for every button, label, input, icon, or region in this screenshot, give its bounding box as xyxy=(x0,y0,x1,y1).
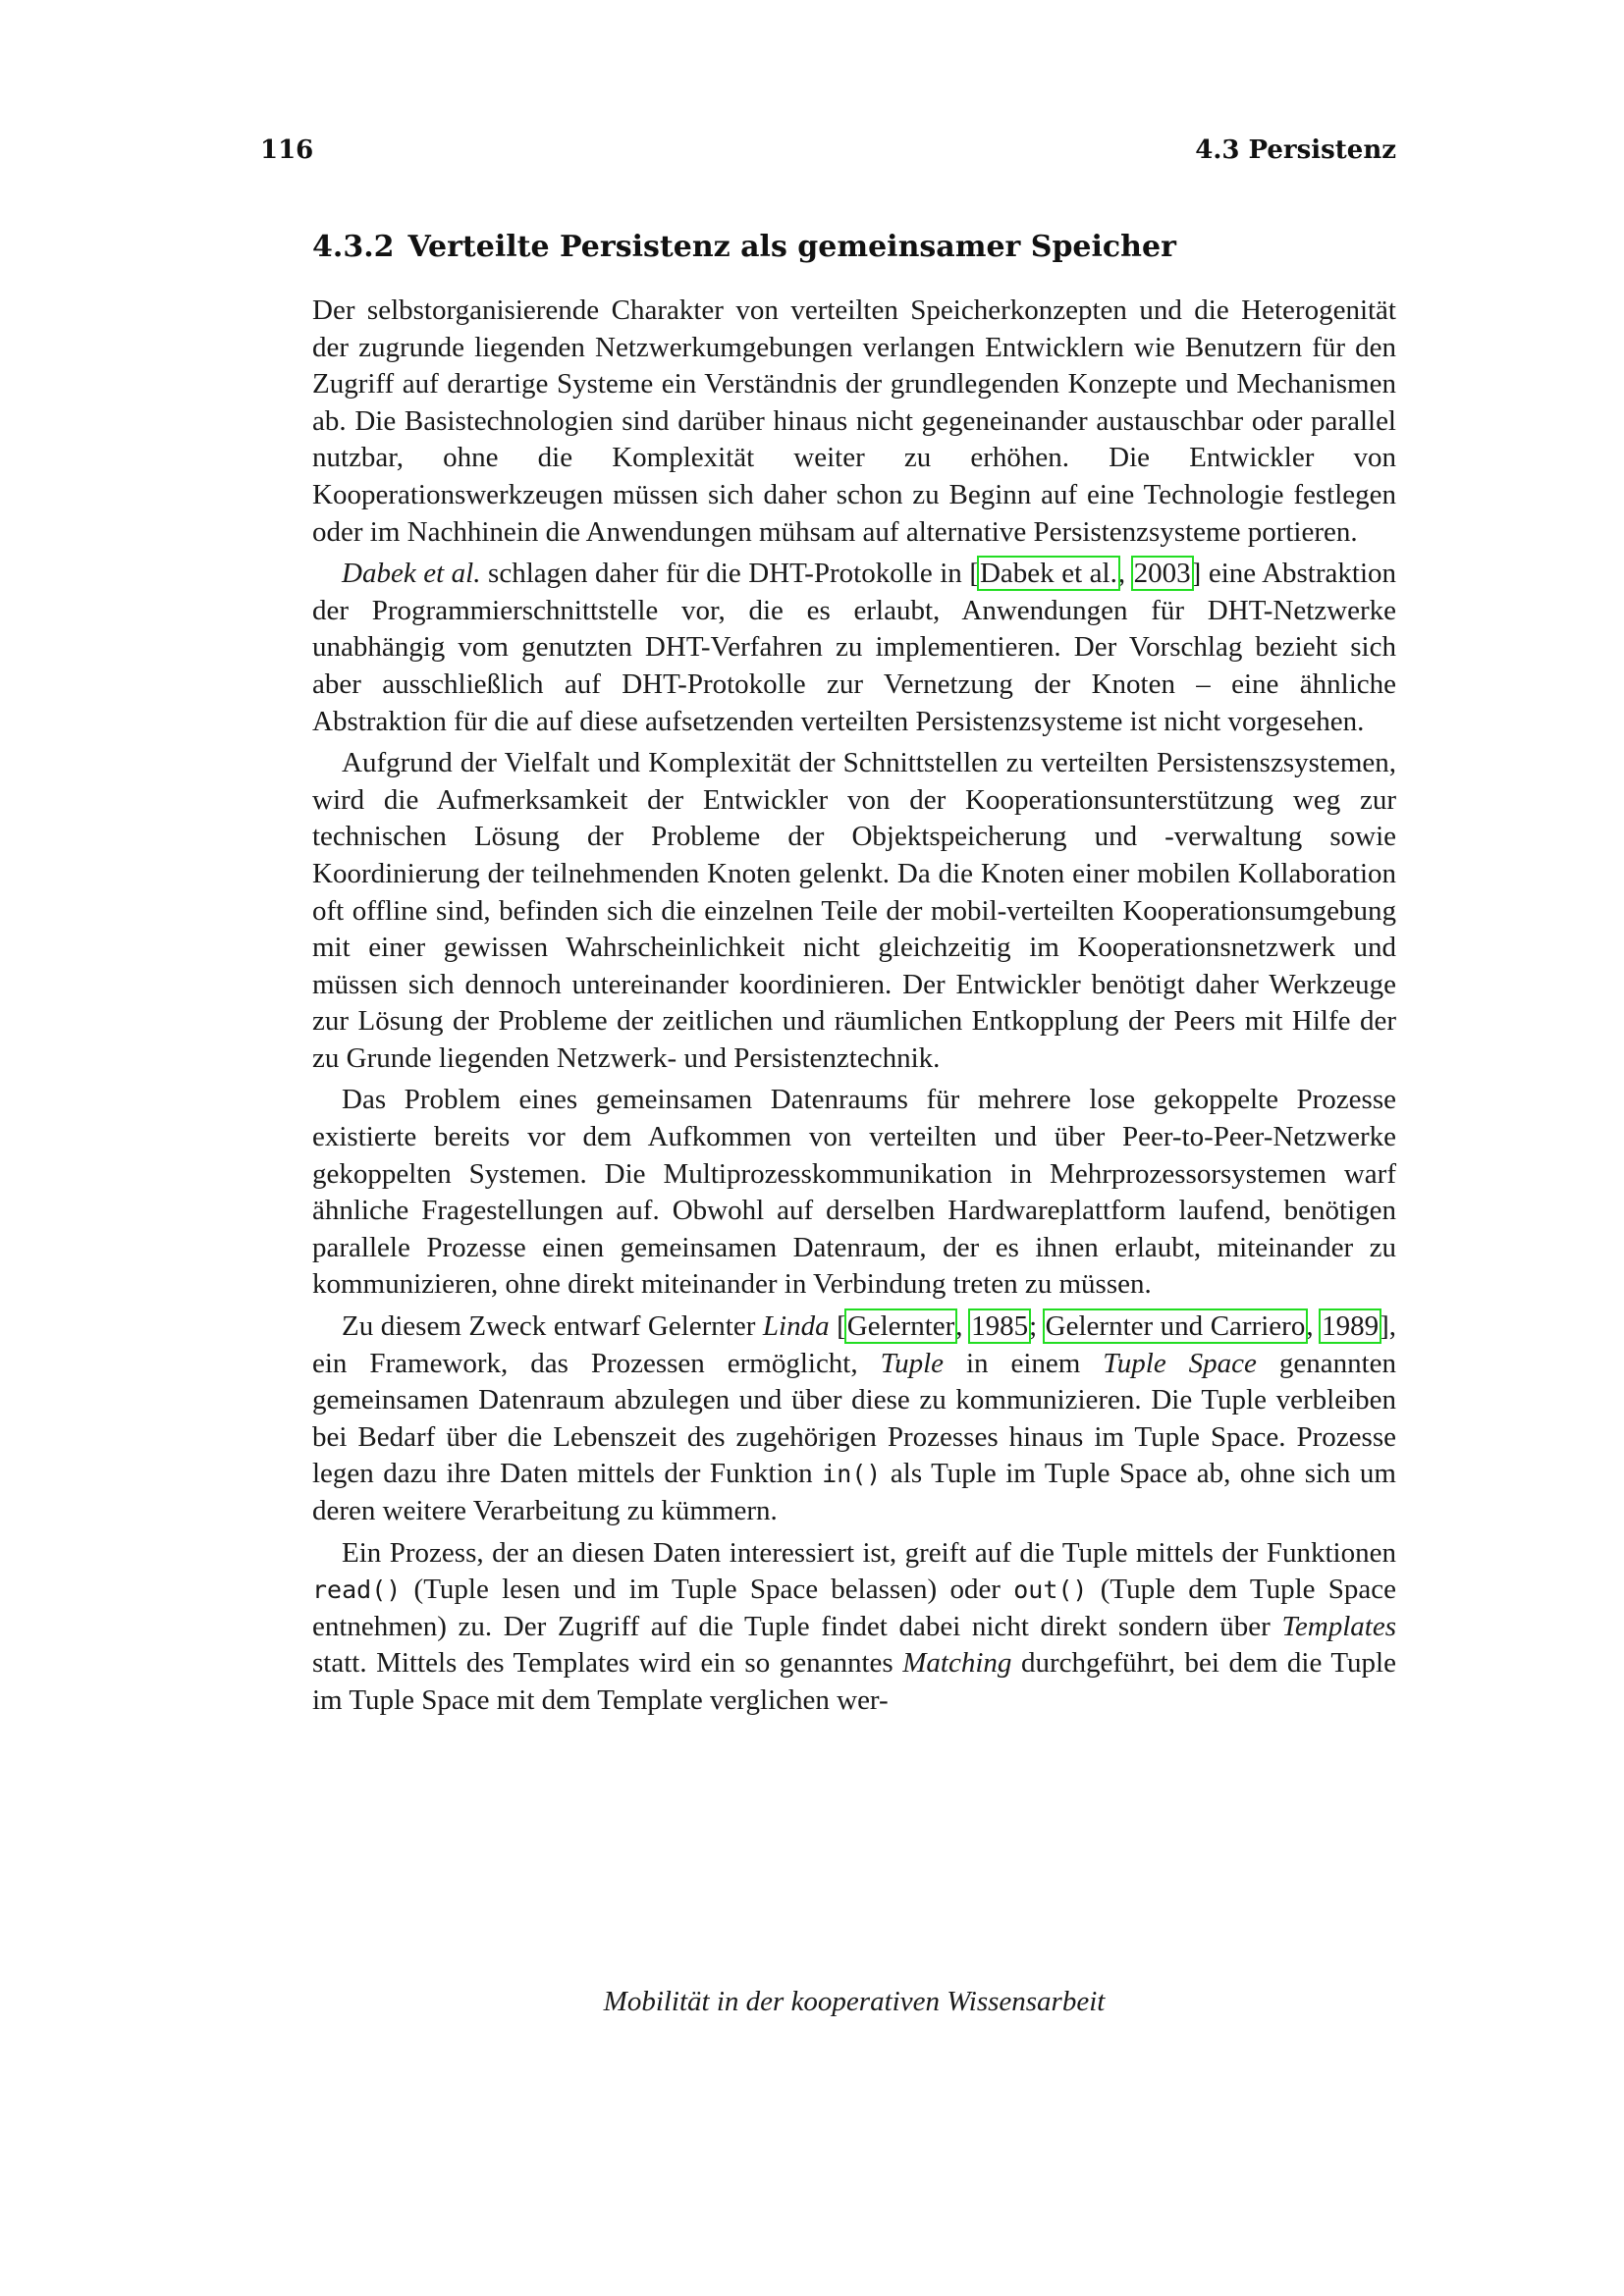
code-read: read() xyxy=(312,1575,402,1605)
text-span: schlagen daher für die DHT-Protokolle in [ xyxy=(480,558,979,590)
text-span: , xyxy=(1306,1310,1322,1343)
code-in: in() xyxy=(822,1460,882,1489)
text-span: statt. Mittels des Templates wird ein so genanntes xyxy=(312,1647,903,1680)
text-span: Zu diesem Zweck entwarf Gelernter xyxy=(342,1310,763,1343)
text-span: , xyxy=(1117,558,1133,590)
term-tuple-space: Tuple Space xyxy=(1103,1347,1257,1379)
page-footer: Mobilität in der kooperativen Wissensarbeit xyxy=(603,1986,1106,2017)
paragraph-3: Aufgrund der Vielfalt und Komplexität der Schnittstellen zu verteilten Persistenszsystemen, wird die Aufmerksamkeit der Entwickler von der Kooperationsunterstützung weg zur technischen Lösung der Probleme der Objektspeicherung und -verwaltung sowie Koordinierung der teilnehmenden Knoten gelenkt. Da die Knoten einer mobilen Kollaboration oft offline sind, befinden sich die einzelnen Teile der mobil-verteilten Kooperationsumgebung mit einer gewissen Wahrscheinlichkeit nicht gleichzeitig im Kooperationsnetzwerk und müssen sich dennoch untereinander koordinieren. Der Entwickler benötigt daher Werkzeuge zur Lösung der Probleme der zeitlichen und räumlichen Entkopplung der Peers mit Hilfe der zu Grunde liegenden Netzwerk- und Persistenztechnik. xyxy=(312,747,1396,1074)
term-tuple: Tuple xyxy=(880,1347,945,1379)
chapter-title: 4.3 Persistenz xyxy=(1195,135,1396,165)
text-span: , xyxy=(955,1310,971,1343)
citation-link[interactable]: Dabek et al. xyxy=(979,558,1117,590)
term-templates: Templates xyxy=(1281,1610,1396,1642)
paragraph-6 xyxy=(312,1535,1396,1720)
citation-link[interactable]: Gelernter und Carriero xyxy=(1045,1310,1306,1343)
page-number: 116 xyxy=(260,135,314,165)
paragraph-5 xyxy=(312,1308,1396,1530)
citation-link[interactable]: 2003 xyxy=(1133,558,1191,590)
citation-link[interactable]: Gelernter xyxy=(846,1310,955,1343)
text-span: durchgeführt, bei dem die Tuple im Tuple Space mit dem Template verglichen wer- xyxy=(312,1647,1396,1716)
section-title: Verteilte Persistenz als gemeinsamer Speicher xyxy=(407,230,1176,264)
text-span: als Tuple im Tuple Space ab, ohne sich um deren weitere Verarbeitung zu kümmern. xyxy=(312,1458,1396,1526)
text-span: (Tuple lesen und im Tuple Space belassen) oder xyxy=(401,1574,1014,1606)
term-linda: Linda xyxy=(762,1310,830,1343)
text-span: [ xyxy=(829,1310,846,1343)
text-span: (Tuple dem Tuple Space entnehmen) zu. Der Zugriff auf die Tuple findet dabei nicht direkt sondern über xyxy=(312,1574,1396,1642)
text-span: genannten gemeinsamen Datenraum abzulegen und über diese zu kommunizieren. Die Tuple verbleiben bei Bedarf über die Lebenszeit des zugehörigen Prozesses hinaus im Tuple Space. Prozesse legen dazu ihre Daten mittels der Funktion xyxy=(312,1347,1397,1490)
author-name: Dabek et al. xyxy=(342,558,481,590)
paragraph-4: Das Problem eines gemeinsamen Datenraums für mehrere lose gekoppelte Prozesse existierte bereits vor dem Aufkommen von verteilten und über Peer-to-Peer-Netzwerke gekoppelten Systemen. Die Multiprozesskommunikation in Mehrprozessorsystemen warf ähnliche Fragestellungen auf. Obwohl auf derselben Hardwareplattform laufend, benötigen parallele Prozesse einen gemeinsamen Datenraum, der es ihnen erlaubt, miteinander zu kommunizieren, ohne direkt miteinander in Verbindung treten zu müssen. xyxy=(312,1084,1396,1301)
body-text xyxy=(312,293,1396,1720)
section-number: 4.3.2 xyxy=(312,230,395,264)
text-span: ], ein Framework, das Prozessen ermöglicht, xyxy=(312,1310,1397,1379)
paragraph-1: Der selbstorganisierende Charakter von verteilten Speicherkonzepten und die Heterogenität der zugrunde liegenden Netzwerkumgebungen verlangen Entwicklern wie Benutzern für den Zugriff auf derartige Systeme ein Verständnis der grundlegenden Konzepte und Mechanismen ab. Die Basistechnologien sind darüber hinaus nicht gegeneinander austauschbar oder parallel nutzbar, ohne die Komplexität weiter zu erhöhen. Die Entwickler von Kooperationswerkzeugen müssen sich daher schon zu Beginn auf eine Technologie festlegen oder im Nachhinein die Anwendungen mühsam auf alternative Persistenzsysteme portieren. xyxy=(312,294,1396,548)
term-matching: Matching xyxy=(902,1647,1012,1680)
text-span: ; xyxy=(1029,1310,1045,1343)
paragraph-2 xyxy=(312,556,1396,740)
text-span: ] eine Abstraktion der Programmierschnittstelle vor, die es erlaubt, Anwendungen für DHT-Netzwerke unabhängig vom genutzten DHT-Verfahren zu implementieren. Der Vorschlag bezieht sich aber ausschließlich auf DHT-Protokolle zur Vernetzung der Knoten – eine ähnliche Abstraktion für die auf diese aufsetzenden verteilten Persistenzsysteme ist nicht vorgesehen. xyxy=(312,558,1397,737)
citation-link[interactable]: 1989 xyxy=(1322,1310,1380,1343)
citation-link[interactable]: 1985 xyxy=(971,1310,1029,1343)
text-span: Ein Prozess, der an diesen Daten interessiert ist, greift auf die Tuple mittels der Funktionen xyxy=(342,1536,1396,1569)
text-span: in einem xyxy=(944,1347,1104,1379)
code-out: out() xyxy=(1013,1575,1088,1605)
section-heading xyxy=(312,230,1396,264)
